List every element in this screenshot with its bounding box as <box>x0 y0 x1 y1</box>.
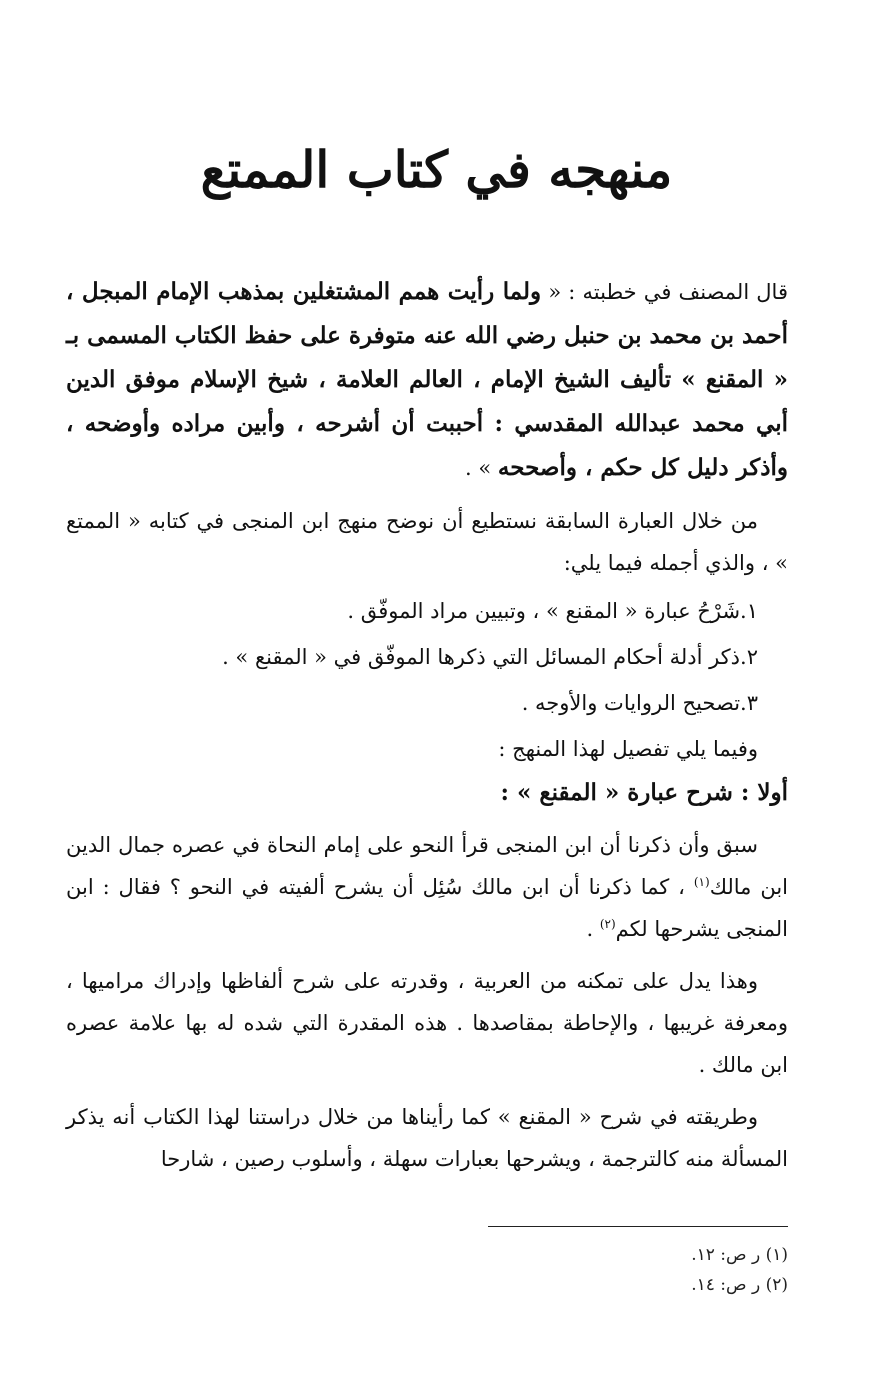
footnote-divider <box>488 1226 788 1227</box>
footnote: (٢) ر ص: ١٤. <box>691 1275 788 1295</box>
method-list <box>66 588 788 772</box>
section-heading: أولا : شرح عبارة « المقنع » : <box>500 779 788 806</box>
paragraph-text: ، كما ذكرنا أن ابن مالك سُئِل أن يشرح ألفيته في النحو ؟ فقال : ابن المنجى يشرحها لكم <box>66 875 788 941</box>
method-paragraph: من خلال العبارة السابقة نستطيع أن نوضح منهج ابن المنجى في كتابه « الممتع » ، والذي أجمله فيما يلي: <box>66 509 788 575</box>
list-item: ١.شَرْحُ عبارة « المقنع » ، وتبيين مراد الموفّق . <box>347 599 758 623</box>
paragraph-arabic-skill: وهذا يدل على تمكنه من العربية ، وقدرته على شرح ألفاظها وإدراك مراميها ، ومعرفة غريبها ، والإحاطة بمقاصدها . هذه المقدرة التي شده له بها علامة عصره ابن مالك . <box>66 969 788 1077</box>
footnote-ref: (٢) <box>599 917 616 931</box>
paragraph-ibn-malik <box>66 824 788 950</box>
footnotes <box>691 1240 788 1300</box>
paragraph-text: سبق وأن ذكرنا أن ابن المنجى قرأ النحو على إمام النحاة في عصره جمال الدين ابن مالك <box>66 833 788 899</box>
intro-tail: » . <box>465 456 498 480</box>
footnote-ref: (١) <box>693 875 710 889</box>
list-item: ٣.تصحيح الروايات والأوجه . <box>521 691 758 715</box>
paragraph-method-style: وطريقته في شرح « المقنع » كما رأيناها من خلال دراستنا لهذا الكتاب أنه يذكر المسألة منه كالترجمة ، ويشرحها بعبارات سهلة ، وأسلوب رصين ، شارحا <box>66 1105 788 1171</box>
footnote: (١) ر ص: ١٢. <box>691 1245 788 1265</box>
intro-lead: قال المصنف في خطبته : « <box>541 280 788 304</box>
detail-intro: وفيما يلي تفصيل لهذا المنهج : <box>498 737 758 761</box>
intro-paragraph <box>66 270 788 490</box>
list-item: ٢.ذكر أدلة أحكام المسائل التي ذكرها الموفّق في « المقنع » . <box>222 645 758 669</box>
paragraph-text: . <box>586 917 600 941</box>
body-text <box>66 270 788 1180</box>
author-quote: ولما رأيت همم المشتغلين بمذهب الإمام المبجل ، أحمد بن محمد بن حنبل رضي الله عنه متوفرة على حفظ الكتاب المسمى بـ « المقنع » تأليف الشيخ الإمام ، العالم العلامة ، شيخ الإسلام موفق الدين أبي محمد عبدالله المقدسي : أحببت أن أشرحه ، وأبين مراده وأوضحه ، وأذكر دليل كل حكم ، وأصححه <box>66 278 788 481</box>
page-title: منهجه في كتاب الممتع <box>200 140 673 199</box>
